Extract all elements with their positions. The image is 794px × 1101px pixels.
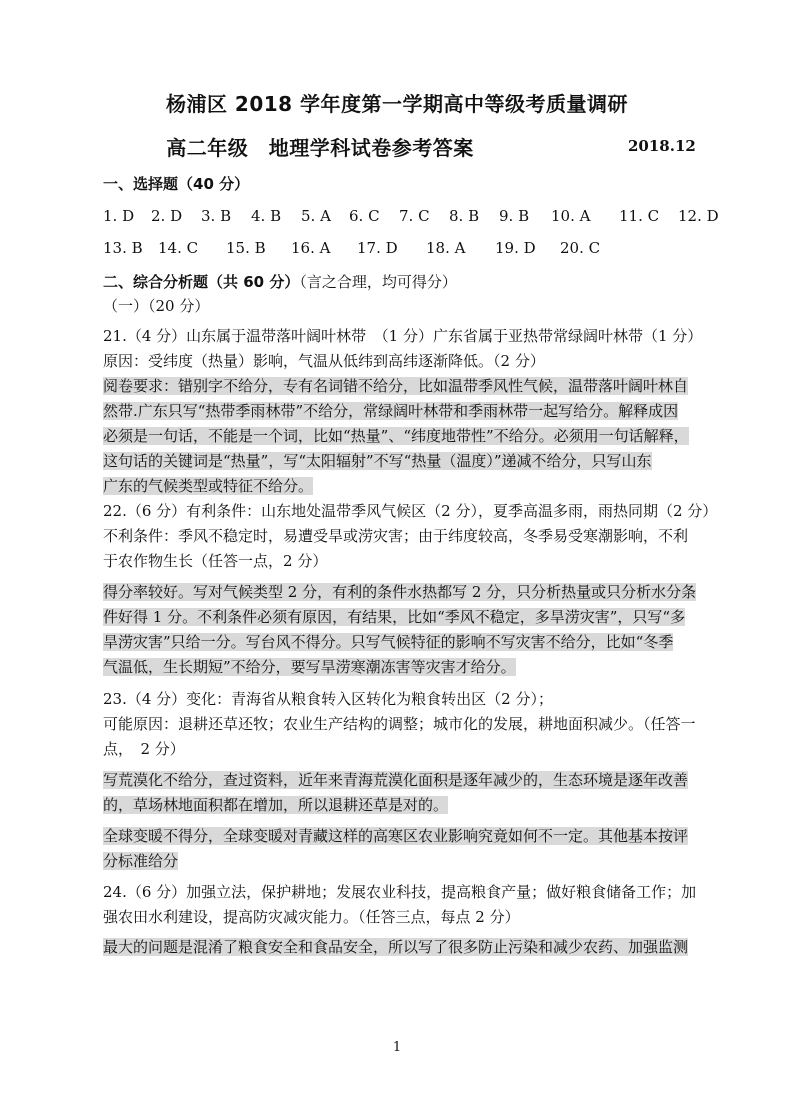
line-text: 得分率较好。写对气候类型 2 分，有利的条件水热都写 2 分，只分析热量或只分析水分条	[103, 583, 697, 601]
line-text: 点， 2 分）	[103, 740, 185, 758]
grading-note-line	[103, 824, 703, 848]
line-text: 分标准给分	[103, 852, 179, 870]
answers-row-2	[103, 236, 703, 260]
grading-note-line	[103, 935, 703, 959]
section2-heading	[103, 270, 703, 294]
answer-line	[103, 880, 703, 904]
grading-note-line	[103, 605, 703, 629]
grading-note-line	[103, 580, 703, 604]
choice-answer: 17. D	[357, 239, 398, 257]
choice-answer: 7. C	[399, 207, 430, 225]
line-text: 件好得 1 分。不利条件必须有原因，有结果，比如“季风不稳定，多旱涝灾害”，只写“多	[103, 608, 686, 626]
line-text: 阅卷要求：错别字不给分，专有名词错不给分，比如温带季风性气候，温带落叶阔叶林自	[103, 377, 689, 395]
choice-answer: 12. D	[678, 207, 719, 225]
answers-row-1	[103, 204, 719, 228]
line-text: 广东的气候类型或特征不给分。	[103, 477, 314, 495]
line-text: 气温低，生长期短”不给分，要写旱涝寒潮冻害等灾害才给分。	[103, 658, 516, 676]
answer-line	[103, 712, 703, 736]
choice-answer: 2. D	[151, 207, 183, 225]
choice-answer: 4. B	[251, 207, 282, 225]
grading-note-line	[103, 630, 703, 654]
line-text: 全球变暖不得分，全球变暖对青藏这样的高寒区农业影响究竟如何不一定。其他基本按评	[103, 827, 689, 845]
grading-note-line	[103, 655, 703, 679]
grading-note-line	[103, 399, 703, 423]
choice-answer: 13. B	[103, 239, 143, 257]
line-text: 的，草场林地面积都在增加，所以退耕还草是对的。	[103, 796, 449, 814]
choice-answer: 1. D	[103, 207, 135, 225]
line-text: 写荒漠化不给分，查过资料，近年来青海荒漠化面积是逐年减少的，生态环境是逐年改善	[103, 771, 689, 789]
section2-note: （言之合理，均可得分）	[299, 273, 457, 291]
answer-line	[103, 737, 703, 761]
document-date: 2018.12	[628, 137, 696, 155]
choice-answer: 15. B	[226, 239, 266, 257]
line-text: 22.（6 分）有利条件：山东地处温带季风气候区（2 分），夏季高温多雨，雨热同期（2 分）	[103, 502, 718, 520]
section1-heading: 一、选择题（40 分）	[103, 175, 250, 193]
page-number: 1	[392, 1040, 402, 1055]
answer-line	[103, 687, 703, 711]
line-text: 23.（4 分）变化：青海省从粮食转入区转化为粮食转出区（2 分）；	[103, 690, 553, 708]
choice-answer: 8. B	[449, 207, 480, 225]
document-subtitle: 高二年级 地理学科试卷参考答案	[166, 136, 474, 160]
line-text: 21.（4 分）山东属于温带落叶阔叶林带 （1 分）广东省属于亚热带常绿阔叶林带（1 分）	[103, 327, 703, 345]
line-text: 最大的问题是混淆了粮食安全和食品安全，所以写了很多防止污染和减少农药、加强监测	[103, 938, 689, 956]
line-text: 不利条件：季风不稳定时，易遭受旱或涝灾害；由于纬度较高，冬季易受寒潮影响，不利	[103, 527, 689, 545]
line-text: 原因：受纬度（热量）影响，气温从低纬到高纬逐渐降低。（2 分）	[103, 352, 545, 370]
line-text: 然带.广东只写“热带季雨林带”不给分，常绿阔叶林带和季雨林带一起写给分。解释成因	[103, 402, 679, 420]
answer-line	[103, 349, 703, 373]
line-text: 24.（6 分）加强立法，保护耕地；发展农业科技，提高粮食产量；做好粮食储备工作；加	[103, 883, 697, 901]
section2-heading-text: 二、综合分析题（共 60 分）	[103, 273, 300, 291]
line-text: 于农作物生长（任答一点，2 分）	[103, 552, 328, 570]
answer-line	[103, 905, 703, 929]
line-text: 必须是一句话，不能是一个词，比如“热量”、“纬度地带性”不给分。必须用一句话解释，	[103, 427, 689, 445]
grading-note-line	[103, 374, 703, 398]
grading-note-line	[103, 849, 703, 873]
choice-answer: 16. A	[291, 239, 331, 257]
answer-line	[103, 324, 703, 348]
line-text: 旱涝灾害”只给一分。写台风不得分。只写气候特征的影响不写灾害不给分，比如“冬季	[103, 633, 674, 651]
part1-heading: （一）（20 分）	[103, 297, 210, 315]
choice-answer: 20. C	[560, 239, 601, 257]
answer-line	[103, 499, 718, 523]
choice-answer: 6. C	[349, 207, 380, 225]
choice-answer: 5. A	[301, 207, 331, 225]
grading-note-line	[103, 768, 703, 792]
line-text: 可能原因：退耕还草还牧；农业生产结构的调整；城市化的发展，耕地面积减少。（任答一	[103, 715, 696, 733]
grading-note-line	[103, 424, 703, 448]
answer-line	[103, 524, 703, 548]
grading-note-line	[103, 474, 703, 498]
choice-answer: 11. C	[619, 207, 660, 225]
choice-answer: 10. A	[551, 207, 591, 225]
line-text: 强农田水利建设，提高防灾减灾能力。（任答三点，每点 2 分）	[103, 908, 520, 926]
line-text: 这句话的关键词是“热量”，写“太阳辐射”不写“热量（温度）”递减不给分，只写山东	[103, 452, 652, 470]
grading-note-line	[103, 793, 703, 817]
answer-line	[103, 549, 703, 573]
choice-answer: 3. B	[201, 207, 232, 225]
document-title: 杨浦区 2018 学年度第一学期高中等级考质量调研	[165, 92, 629, 116]
choice-answer: 14. C	[158, 239, 199, 257]
choice-answer: 19. D	[495, 239, 536, 257]
choice-answer: 9. B	[499, 207, 530, 225]
choice-answer: 18. A	[426, 239, 466, 257]
grading-note-line	[103, 449, 703, 473]
